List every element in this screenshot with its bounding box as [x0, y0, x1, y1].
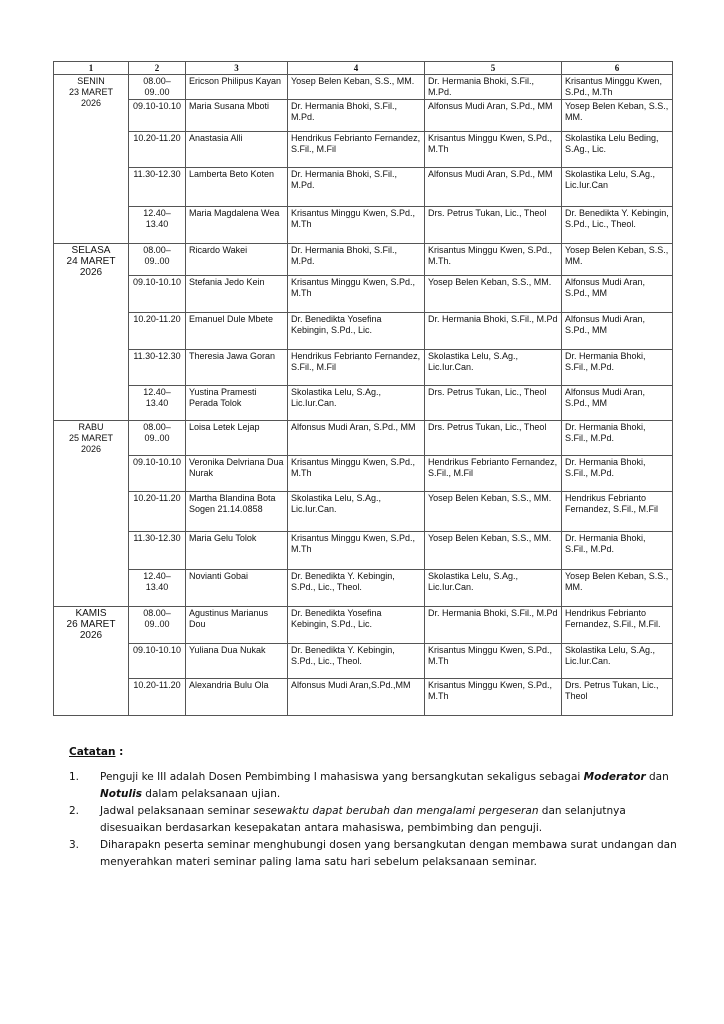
examiner-1-cell: Yosep Belen Keban, S.S., MM.: [288, 75, 425, 100]
student-name-cell: Emanuel Dule Mbete: [186, 313, 288, 350]
table-row: [54, 207, 673, 244]
time-cell: 10.20-11.20: [129, 132, 186, 168]
student-name-cell: Ericson Philipus Kayan: [186, 75, 288, 100]
table-row: [54, 313, 673, 350]
student-name-cell: Anastasia Alli: [186, 132, 288, 168]
student-name-cell: Novianti Gobai: [186, 570, 288, 607]
examiner-2-cell: Dr. Hermania Bhoki, S.Fil., M.Pd: [425, 607, 562, 644]
student-name-cell: Ricardo Wakei: [186, 244, 288, 276]
examiner-1-cell: Dr. Benedikta Yosefina Kebingin, S.Pd., Lic.: [288, 607, 425, 644]
col-header-4: 4: [288, 62, 425, 75]
examiner-1-cell: Krisantus Minggu Kwen, S.Pd., M.Th: [288, 456, 425, 492]
examiner-3-cell: Dr. Hermania Bhoki, S.Fil., M.Pd.: [562, 421, 673, 456]
examiner-3-cell: Alfonsus Mudi Aran, S.Pd., MM: [562, 386, 673, 421]
student-name-cell: Maria Susana Mboti: [186, 100, 288, 132]
schedule-table: [53, 61, 673, 716]
student-name-cell: Veronika Delvriana Dua Nurak: [186, 456, 288, 492]
time-cell: 08.00–09..00: [129, 244, 186, 276]
examiner-3-cell: Dr. Hermania Bhoki, S.Fil., M.Pd.: [562, 456, 673, 492]
examiner-2-cell: Alfonsus Mudi Aran, S.Pd., MM: [425, 100, 562, 132]
examiner-2-cell: Drs. Petrus Tukan, Lic., Theol: [425, 421, 562, 456]
time-cell: 12.40–13.40: [129, 386, 186, 421]
examiner-2-cell: Dr. Hermania Bhoki, S.Fil., M.Pd: [425, 313, 562, 350]
examiner-3-cell: Dr. Hermania Bhoki, S.Fil., M.Pd.: [562, 350, 673, 386]
examiner-2-cell: Krisantus Minggu Kwen, S.Pd., M.Th: [425, 644, 562, 679]
col-header-2: 2: [129, 62, 186, 75]
examiner-1-cell: Hendrikus Febrianto Fernandez, S.Fil., M.Fil: [288, 350, 425, 386]
table-row: [54, 644, 673, 679]
examiner-3-cell: Drs. Petrus Tukan, Lic., Theol: [562, 679, 673, 716]
time-cell: 12.40–13.40: [129, 570, 186, 607]
examiner-3-cell: Alfonsus Mudi Aran, S.Pd., MM: [562, 313, 673, 350]
col-header-1: 1: [54, 62, 129, 75]
note-item: 1. Penguji ke III adalah Dosen Pembimbing I mahasiswa yang bersangkutan sekaligus sebagai Moderator dan Notulis dalam pelaksanaan ujian.: [69, 771, 669, 800]
examiner-1-cell: Dr. Benedikta Y. Kebingin, S.Pd., Lic., Theol.: [288, 570, 425, 607]
notes-title: Catatan :: [69, 746, 124, 758]
student-name-cell: Yustina Pramesti Perada Tolok: [186, 386, 288, 421]
note-item: 3. Diharapakn peserta seminar menghubungi dosen yang bersangkutan dengan membawa surat undangan dan menyerahkan materi seminar paling lama satu hari sebelum pelaksanaan seminar.: [69, 839, 677, 868]
time-cell: 11.30-12.30: [129, 532, 186, 570]
examiner-1-cell: Dr. Hermania Bhoki, S.Fil., M.Pd.: [288, 244, 425, 276]
time-cell: 09.10-10.10: [129, 276, 186, 313]
time-cell: 08.00–09..00: [129, 421, 186, 456]
table-row: [54, 492, 673, 532]
examiner-3-cell: Yosep Belen Keban, S.S., MM.: [562, 570, 673, 607]
examiner-1-cell: Krisantus Minggu Kwen, S.Pd., M.Th: [288, 207, 425, 244]
examiner-1-cell: Krisantus Minggu Kwen, S.Pd., M.Th: [288, 276, 425, 313]
examiner-2-cell: Alfonsus Mudi Aran, S.Pd., MM: [425, 168, 562, 207]
examiner-2-cell: Yosep Belen Keban, S.S., MM.: [425, 492, 562, 532]
student-name-cell: Loisa Letek Lejap: [186, 421, 288, 456]
examiner-1-cell: Dr. Hermania Bhoki, S.Fil., M.Pd.: [288, 100, 425, 132]
time-cell: 09.10-10.10: [129, 100, 186, 132]
table-row: [54, 421, 673, 456]
examiner-3-cell: Skolastika Lelu, S.Ag., Lic.Iur.Can.: [562, 644, 673, 679]
examiner-1-cell: Krisantus Minggu Kwen, S.Pd., M.Th: [288, 532, 425, 570]
examiner-3-cell: Dr. Hermania Bhoki, S.Fil., M.Pd.: [562, 532, 673, 570]
examiner-3-cell: Alfonsus Mudi Aran, S.Pd., MM: [562, 276, 673, 313]
examiner-3-cell: Krisantus Minggu Kwen, S.Pd., M.Th: [562, 75, 673, 100]
table-row: [54, 168, 673, 207]
student-name-cell: Martha Blandina Bota Sogen 21.14.0858: [186, 492, 288, 532]
examiner-1-cell: Alfonsus Mudi Aran, S.Pd., MM: [288, 421, 425, 456]
time-cell: 08.00–09..00: [129, 75, 186, 100]
table-row: [54, 679, 673, 716]
header-row: [54, 62, 673, 75]
student-name-cell: Theresia Jawa Goran: [186, 350, 288, 386]
table-row: [54, 75, 673, 100]
examiner-1-cell: Alfonsus Mudi Aran,S.Pd.,MM: [288, 679, 425, 716]
time-cell: 11.30-12.30: [129, 168, 186, 207]
examiner-1-cell: Hendrikus Febrianto Fernandez, S.Fil., M.Fil: [288, 132, 425, 168]
table-row: [54, 532, 673, 570]
examiner-2-cell: Yosep Belen Keban, S.S., MM.: [425, 532, 562, 570]
time-cell: 08.00–09..00: [129, 607, 186, 644]
table-row: [54, 456, 673, 492]
time-cell: 10.20-11.20: [129, 492, 186, 532]
day-cell: SELASA 24 MARET 2026: [54, 244, 129, 421]
time-cell: 09.10-10.10: [129, 456, 186, 492]
examiner-3-cell: Yosep Belen Keban, S.S., MM.: [562, 100, 673, 132]
student-name-cell: Maria Magdalena Wea: [186, 207, 288, 244]
examiner-1-cell: Dr. Benedikta Y. Kebingin, S.Pd., Lic., Theol.: [288, 644, 425, 679]
note-item: 2. Jadwal pelaksanaan seminar sesewaktu dapat berubah dan mengalami pergeseran dan selanjutnya disesuaikan berdasarkan kesepakatan antara mahasiswa, pembimbing dan penguji.: [69, 805, 626, 834]
examiner-1-cell: Dr. Benedikta Yosefina Kebingin, S.Pd., Lic.: [288, 313, 425, 350]
table-row: [54, 244, 673, 276]
student-name-cell: Stefania Jedo Kein: [186, 276, 288, 313]
time-cell: 10.20-11.20: [129, 313, 186, 350]
time-cell: 12.40–13.40: [129, 207, 186, 244]
table-row: [54, 607, 673, 644]
examiner-2-cell: Hendrikus Febrianto Fernandez, S.Fil., M.Fil: [425, 456, 562, 492]
student-name-cell: Alexandria Bulu Ola: [186, 679, 288, 716]
time-cell: 11.30-12.30: [129, 350, 186, 386]
day-cell: SENIN 23 MARET 2026: [54, 75, 129, 244]
examiner-2-cell: Drs. Petrus Tukan, Lic., Theol: [425, 386, 562, 421]
notes-section: [69, 744, 679, 871]
examiner-1-cell: Skolastika Lelu, S.Ag., Lic.Iur.Can.: [288, 492, 425, 532]
time-cell: 09.10-10.10: [129, 644, 186, 679]
examiner-2-cell: Yosep Belen Keban, S.S., MM.: [425, 276, 562, 313]
examiner-3-cell: Dr. Benedikta Y. Kebingin, S.Pd., Lic., Theol.: [562, 207, 673, 244]
examiner-2-cell: Skolastika Lelu, S.Ag., Lic.Iur.Can.: [425, 570, 562, 607]
examiner-2-cell: Skolastika Lelu, S.Ag., Lic.Iur.Can.: [425, 350, 562, 386]
col-header-3: 3: [186, 62, 288, 75]
table-row: [54, 100, 673, 132]
table-row: [54, 570, 673, 607]
examiner-3-cell: Skolastika Lelu, S.Ag., Lic.Iur.Can: [562, 168, 673, 207]
table-row: [54, 386, 673, 421]
examiner-2-cell: Krisantus Minggu Kwen, S.Pd., M.Th: [425, 679, 562, 716]
examiner-3-cell: Hendrikus Febrianto Fernandez, S.Fil., M.Fil: [562, 492, 673, 532]
student-name-cell: Maria Gelu Tolok: [186, 532, 288, 570]
student-name-cell: Lamberta Beto Koten: [186, 168, 288, 207]
table-row: [54, 350, 673, 386]
day-cell: KAMIS 26 MARET 2026: [54, 607, 129, 716]
examiner-2-cell: Krisantus Minggu Kwen, S.Pd., M.Th.: [425, 244, 562, 276]
col-header-6: 6: [562, 62, 673, 75]
notes-list: [69, 769, 679, 871]
col-header-5: 5: [425, 62, 562, 75]
examiner-1-cell: Dr. Hermania Bhoki, S.Fil., M.Pd.: [288, 168, 425, 207]
student-name-cell: Agustinus Marianus Dou: [186, 607, 288, 644]
table-row: [54, 276, 673, 313]
examiner-3-cell: Hendrikus Febrianto Fernandez, S.Fil., M.Fil.: [562, 607, 673, 644]
student-name-cell: Yuliana Dua Nukak: [186, 644, 288, 679]
examiner-2-cell: Dr. Hermania Bhoki, S.Fil., M.Pd.: [425, 75, 562, 100]
table-row: [54, 132, 673, 168]
examiner-2-cell: Krisantus Minggu Kwen, S.Pd., M.Th: [425, 132, 562, 168]
examiner-1-cell: Skolastika Lelu, S.Ag., Lic.Iur.Can.: [288, 386, 425, 421]
examiner-3-cell: Yosep Belen Keban, S.S., MM.: [562, 244, 673, 276]
time-cell: 10.20-11.20: [129, 679, 186, 716]
day-cell: RABU 25 MARET 2026: [54, 421, 129, 607]
examiner-3-cell: Skolastika Lelu Beding, S.Ag., Lic.: [562, 132, 673, 168]
examiner-2-cell: Drs. Petrus Tukan, Lic., Theol: [425, 207, 562, 244]
